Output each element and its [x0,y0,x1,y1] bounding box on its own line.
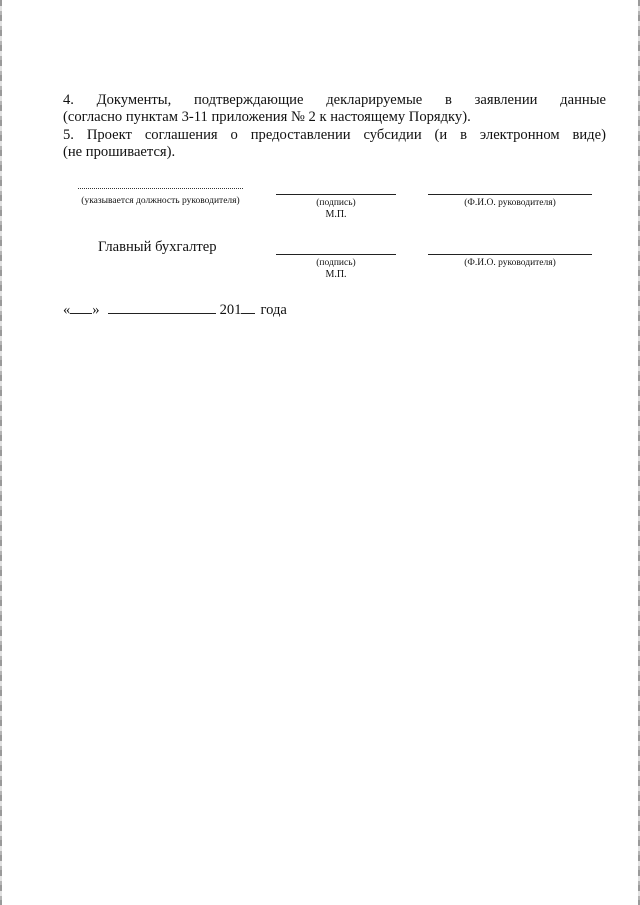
list-item-5 [63,127,606,161]
word: Документы, [96,92,172,108]
day-blank [70,300,92,314]
word: о [230,127,238,143]
word: подтверждающие [193,92,304,108]
chief-accountant-label: Главный бухгалтер [98,239,217,255]
item-5-line-2: (не прошивается). [63,144,176,160]
item-4-line-2: (согласно пунктам 3-11 приложения № 2 к настоящему Порядку). [63,109,471,125]
word: предоставлении [250,127,351,143]
signature-caption: (подпись) [316,258,356,268]
word: заявлении [474,92,538,108]
close-quote: » [92,302,100,318]
word: субсидии [363,127,422,143]
word: соглашения [144,127,218,143]
signature-line [276,254,396,255]
year-prefix: 201 [219,302,242,318]
word: (и [434,127,448,143]
word: в [444,92,452,108]
list-item-4 [63,92,606,126]
stamp-label: М.П. [325,269,347,280]
name-caption: (Ф.И.О. руководителя) [464,258,556,268]
word: декларируемые [326,92,423,108]
word: в [460,127,468,143]
name-caption: (Ф.И.О. руководителя) [464,198,556,208]
position-caption: (указывается должность руководителя) [81,196,240,206]
signature-line [276,194,396,195]
year-blank [241,300,255,314]
word: 5. [63,127,74,143]
item-4-line-1 [63,92,606,109]
name-line [428,194,592,195]
open-quote: « [63,302,71,318]
stamp-label: М.П. [325,209,347,220]
name-line [428,254,592,255]
position-signature-line [78,188,243,189]
word: Проект [86,127,132,143]
item-5-line-1 [63,127,606,144]
year-suffix: года [260,302,287,318]
date-line [63,300,287,319]
signature-caption: (подпись) [316,198,356,208]
month-blank [108,300,216,314]
word: 4. [63,92,74,108]
word: виде) [572,127,606,143]
scan-edge-left [0,0,2,905]
word: электронном [479,127,560,143]
word: данные [560,92,606,108]
